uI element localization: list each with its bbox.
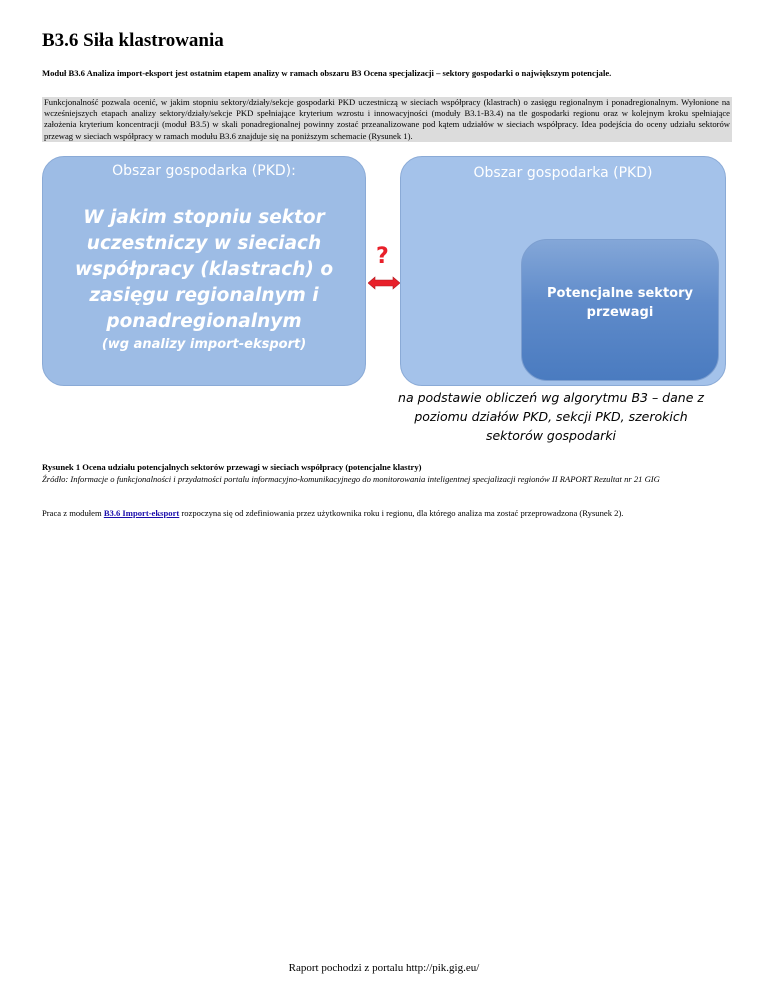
paragraph-text-after: rozpoczyna się od zdefiniowania przez użytkownika roku i regionu, dla którego analiza ma zostać przeprowadzona (Rysunek 2). — [179, 508, 624, 518]
figure-caption — [42, 462, 732, 485]
caption-title: Rysunek 1 Ocena udziału potencjalnych sektorów przewagi w sieciach współpracy (potencjalne klastry) — [42, 462, 422, 472]
intro-text: Moduł B3.6 Analiza import-eksport jest ostatnim etapem analizy w ramach obszaru B3 Ocena specjalizacji – sektory gospodarki o największym potencjale. — [42, 68, 612, 78]
body-paragraph — [42, 508, 732, 518]
inner-box — [521, 239, 719, 381]
inner-box-label: Potencjalne sektory przewagi — [547, 286, 693, 320]
diagram-note: na podstawie obliczeń wg algorytmu B3 – dane z poziomu działów PKD, sekcji PKD, szerokich sektorów gospodarki — [398, 390, 704, 443]
left-box-heading: Obszar gospodarka (PKD): — [112, 163, 296, 179]
page-footer: Raport pochodzi z portalu http://pik.gig.eu/ — [288, 962, 480, 974]
left-box-subtext: (wg analizy import-eksport) — [101, 337, 307, 352]
right-box — [400, 156, 726, 386]
description-block: Funkcjonalność pozwala ocenić, w jakim stopniu sektory/działy/sekcje gospodarki PKD uczestniczą w sieciach współpracy (klastrach) o zasięgu regionalnym i ponadregionalnym. Wyłonione na wcześniejszych etapach analizy sektory/działy/sekcje PKD spełniające kryterium wzrostu i innowacyjności (moduły B3.1-B3.4) na tle gospodarki regionu oraz w kolejnym kroku spełniające założenia kryterium koncentracji (moduł B3.5) w skali ponadregionalnej powinny zostać przeanalizowane pod kątem udziałów w sieciach współpracy. Idea podejścia do oceny udziału sektorów przewag w sieciach współpracy w ramach modułu B3.6 znajduje się na poniższym schemacie (Rysunek 1). — [44, 97, 730, 141]
right-box-heading: Obszar gospodarka (PKD) — [473, 165, 653, 181]
paragraph-text-before: Praca z modułem — [42, 508, 104, 518]
caption-source: Źródło: Informacje o funkcjonalności i przydatności portalu informacyjno-komunikacyjnego do monitorowania inteligentnej specjalizacji regionów II RAPORT Rezultat nr 21 GIG — [42, 473, 660, 484]
page-title: B3.6 Siła klastrowania — [42, 30, 224, 51]
question-mark: ? — [376, 244, 389, 269]
double-arrow-icon — [368, 276, 400, 290]
left-box — [42, 156, 366, 386]
left-box-main-text: W jakim stopniu sektor uczestniczy w sieciach współpracy (klastrach) o zasięgu regionalnym i ponadregionalnym — [74, 207, 334, 332]
module-link[interactable]: B3.6 Import-eksport — [103, 508, 180, 518]
